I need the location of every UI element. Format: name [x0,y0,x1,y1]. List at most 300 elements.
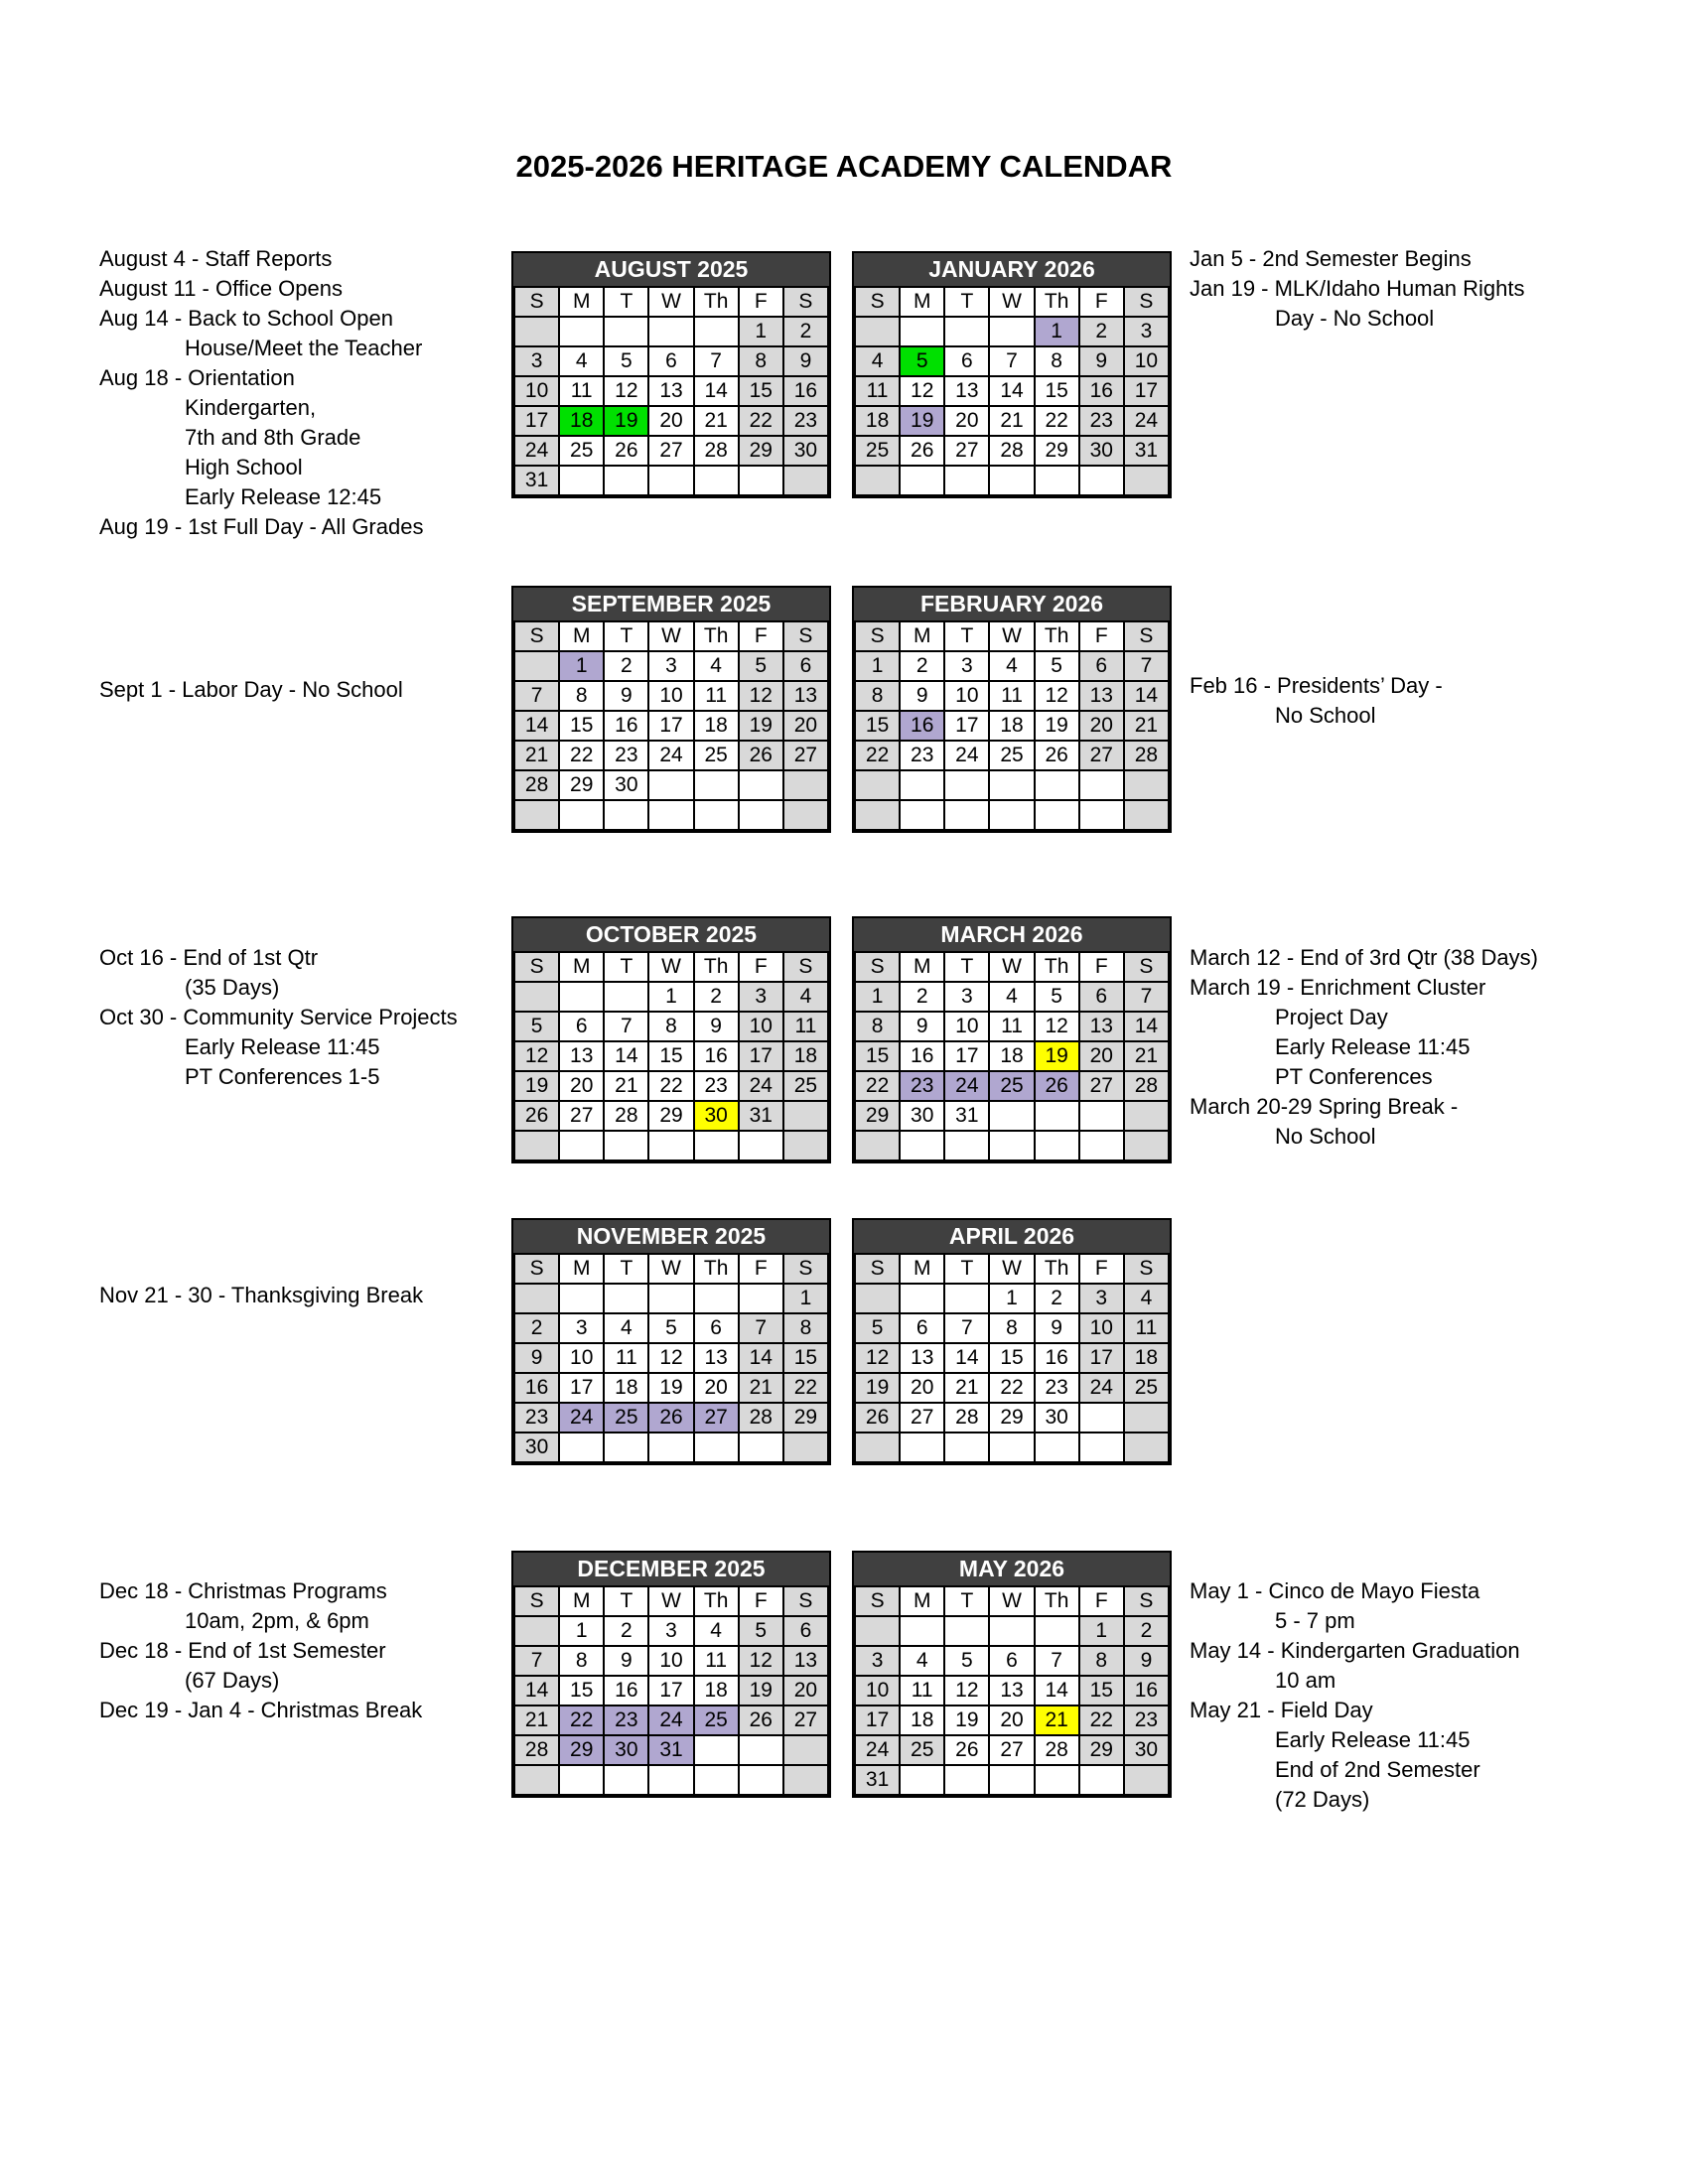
dow-header: S [1124,952,1169,982]
month-grid [513,1585,829,1796]
day-cell: 2 [900,651,944,681]
empty-cell [783,1101,828,1131]
day-cell: 10 [1079,1313,1124,1343]
dow-header: Th [1035,1254,1079,1284]
day-cell: 3 [559,1313,604,1343]
day-cell: 13 [944,376,989,406]
day-cell: 22 [559,1706,604,1735]
day-cell: 11 [989,1012,1034,1041]
month-grid [854,951,1170,1161]
day-cell: 5 [1035,982,1079,1012]
day-cell: 21 [694,406,739,436]
empty-cell [1124,1433,1169,1462]
note-line: 10 am [1275,1668,1336,1693]
dow-header: F [739,952,783,982]
day-cell: 17 [559,1373,604,1403]
day-cell: 25 [900,1735,944,1765]
day-cell: 26 [1035,741,1079,770]
dow-header: F [739,621,783,651]
day-cell: 28 [739,1403,783,1433]
empty-cell [559,800,604,830]
day-cell: 2 [694,982,739,1012]
day-cell: 23 [900,741,944,770]
day-cell: 1 [739,317,783,346]
day-cell: 20 [989,1706,1034,1735]
day-cell: 15 [648,1041,693,1071]
day-cell: 3 [944,982,989,1012]
dow-header: M [559,1586,604,1616]
note-line: May 1 - Cinco de Mayo Fiesta [1190,1578,1480,1603]
dow-header: T [944,952,989,982]
day-cell: 30 [783,436,828,466]
day-cell: 12 [900,376,944,406]
day-cell: 12 [739,1646,783,1676]
day-cell: 22 [739,406,783,436]
dow-header: T [604,621,648,651]
dow-header: S [1124,621,1169,651]
day-cell: 18 [604,1373,648,1403]
empty-cell [739,466,783,495]
day-cell: 21 [604,1071,648,1101]
day-cell: 30 [900,1101,944,1131]
dow-header: S [855,1254,900,1284]
dow-header: S [514,287,559,317]
day-cell: 28 [514,770,559,800]
day-cell: 9 [1124,1646,1169,1676]
empty-cell [944,466,989,495]
day-cell: 2 [604,651,648,681]
empty-cell [514,800,559,830]
empty-cell [989,1131,1034,1160]
day-cell: 16 [1035,1343,1079,1373]
day-cell: 29 [648,1101,693,1131]
calendar-november-2025 [511,1218,831,1465]
empty-cell [694,800,739,830]
day-cell: 6 [900,1313,944,1343]
day-cell: 20 [783,711,828,741]
month-grid [854,286,1170,496]
day-cell: 22 [989,1373,1034,1403]
empty-cell [559,982,604,1012]
empty-cell [604,1433,648,1462]
day-cell: 29 [989,1403,1034,1433]
day-cell: 25 [694,1706,739,1735]
empty-cell [514,1131,559,1160]
empty-cell [1124,1403,1169,1433]
day-cell: 28 [1035,1735,1079,1765]
month-title: APRIL 2026 [854,1220,1170,1253]
day-cell: 9 [783,346,828,376]
day-cell: 2 [514,1313,559,1343]
day-cell: 15 [855,1041,900,1071]
note-line: Aug 19 - 1st Full Day - All Grades [99,514,424,539]
day-cell: 27 [900,1403,944,1433]
day-cell: 10 [1124,346,1169,376]
day-cell: 11 [783,1012,828,1041]
day-cell: 3 [944,651,989,681]
day-cell: 14 [1035,1676,1079,1706]
day-cell: 10 [559,1343,604,1373]
empty-cell [604,1284,648,1313]
day-cell: 27 [783,741,828,770]
day-cell: 26 [1035,1071,1079,1101]
day-cell: 26 [944,1735,989,1765]
day-cell: 7 [944,1313,989,1343]
day-cell: 8 [1079,1646,1124,1676]
day-cell: 26 [739,741,783,770]
dow-header: F [1079,287,1124,317]
month-title: MARCH 2026 [854,918,1170,951]
day-cell: 9 [694,1012,739,1041]
day-cell: 17 [944,1041,989,1071]
day-cell: 25 [783,1071,828,1101]
dow-header: S [1124,287,1169,317]
day-cell: 26 [739,1706,783,1735]
day-cell: 9 [514,1343,559,1373]
day-cell: 22 [1035,406,1079,436]
empty-cell [694,1433,739,1462]
day-cell: 22 [855,1071,900,1101]
calendar-august-2025 [511,251,831,498]
empty-cell [1124,1101,1169,1131]
day-cell: 11 [855,376,900,406]
day-cell: 18 [559,406,604,436]
empty-cell [944,1765,989,1795]
dow-header: F [1079,952,1124,982]
day-cell: 25 [604,1403,648,1433]
day-cell: 17 [944,711,989,741]
notes-december [99,1576,422,1725]
day-cell: 22 [559,741,604,770]
empty-cell [855,800,900,830]
day-cell: 5 [514,1012,559,1041]
dow-header: M [900,952,944,982]
dow-header: W [989,621,1034,651]
day-cell: 11 [604,1343,648,1373]
day-cell: 31 [648,1735,693,1765]
empty-cell [694,1131,739,1160]
empty-cell [989,1101,1034,1131]
day-cell: 13 [783,681,828,711]
day-cell: 4 [1124,1284,1169,1313]
empty-cell [1079,1131,1124,1160]
empty-cell [514,1284,559,1313]
empty-cell [604,317,648,346]
dow-header: Th [1035,287,1079,317]
day-cell: 30 [1124,1735,1169,1765]
day-cell: 27 [1079,741,1124,770]
note-line: House/Meet the Teacher [185,336,423,360]
day-cell: 13 [989,1676,1034,1706]
month-title: OCTOBER 2025 [513,918,829,951]
note-line: March 19 - Enrichment Cluster [1190,975,1486,1000]
day-cell: 1 [855,651,900,681]
day-cell: 7 [989,346,1034,376]
day-cell: 7 [514,681,559,711]
note-line: Oct 30 - Community Service Projects [99,1005,458,1029]
month-grid [513,1253,829,1463]
day-cell: 9 [604,1646,648,1676]
day-cell: 3 [648,651,693,681]
day-cell: 5 [900,346,944,376]
note-line: Dec 19 - Jan 4 - Christmas Break [99,1698,423,1722]
day-cell: 5 [739,651,783,681]
empty-cell [783,466,828,495]
empty-cell [739,800,783,830]
dow-header: S [783,1254,828,1284]
empty-cell [739,1735,783,1765]
day-cell: 2 [1124,1616,1169,1646]
day-cell: 26 [648,1403,693,1433]
empty-cell [694,466,739,495]
empty-cell [694,1735,739,1765]
empty-cell [648,1284,693,1313]
empty-cell [944,1433,989,1462]
day-cell: 17 [1124,376,1169,406]
day-cell: 17 [648,1676,693,1706]
day-cell: 28 [944,1403,989,1433]
note-line: March 12 - End of 3rd Qtr (38 Days) [1190,945,1538,970]
empty-cell [989,466,1034,495]
day-cell: 14 [989,376,1034,406]
dow-header: M [559,287,604,317]
day-cell: 6 [783,651,828,681]
day-cell: 7 [604,1012,648,1041]
empty-cell [648,317,693,346]
empty-cell [1079,466,1124,495]
day-cell: 22 [783,1373,828,1403]
day-cell: 11 [694,1646,739,1676]
empty-cell [604,1131,648,1160]
day-cell: 6 [648,346,693,376]
dow-header: F [1079,621,1124,651]
day-cell: 13 [783,1646,828,1676]
dow-header: F [1079,1586,1124,1616]
day-cell: 4 [694,1616,739,1646]
empty-cell [1124,466,1169,495]
month-title: DECEMBER 2025 [513,1553,829,1585]
day-cell: 21 [944,1373,989,1403]
note-line: May 21 - Field Day [1190,1698,1373,1722]
empty-cell [1079,800,1124,830]
day-cell: 8 [559,681,604,711]
day-cell: 14 [514,711,559,741]
calendar-october-2025 [511,916,831,1163]
day-cell: 14 [739,1343,783,1373]
dow-header: Th [694,621,739,651]
day-cell: 27 [944,436,989,466]
notes-march [1190,943,1538,1152]
day-cell: 1 [989,1284,1034,1313]
dow-header: T [944,621,989,651]
day-cell: 20 [1079,711,1124,741]
day-cell: 2 [1079,317,1124,346]
dow-header: T [944,287,989,317]
dow-header: M [559,952,604,982]
dow-header: S [783,621,828,651]
dow-header: T [944,1254,989,1284]
empty-cell [900,1765,944,1795]
day-cell: 17 [855,1706,900,1735]
day-cell: 30 [604,770,648,800]
day-cell: 31 [739,1101,783,1131]
calendar-march-2026 [852,916,1172,1163]
empty-cell [1079,1433,1124,1462]
empty-cell [648,466,693,495]
empty-cell [900,1433,944,1462]
empty-cell [604,466,648,495]
empty-cell [559,317,604,346]
day-cell: 19 [739,711,783,741]
day-cell: 19 [648,1373,693,1403]
empty-cell [783,1735,828,1765]
dow-header: Th [694,1254,739,1284]
day-cell: 12 [1035,681,1079,711]
day-cell: 31 [514,466,559,495]
calendar-december-2025 [511,1551,831,1798]
note-line: Dec 18 - End of 1st Semester [99,1638,386,1663]
empty-cell [783,1131,828,1160]
empty-cell [1079,770,1124,800]
day-cell: 24 [648,741,693,770]
empty-cell [1035,1433,1079,1462]
day-cell: 21 [739,1373,783,1403]
dow-header: T [944,1586,989,1616]
empty-cell [604,800,648,830]
calendar-september-2025 [511,586,831,833]
month-grid [513,951,829,1161]
empty-cell [900,466,944,495]
day-cell: 18 [1124,1343,1169,1373]
day-cell: 11 [559,376,604,406]
dow-header: F [739,1254,783,1284]
empty-cell [604,1765,648,1795]
day-cell: 13 [648,376,693,406]
dow-header: W [648,1586,693,1616]
day-cell: 18 [855,406,900,436]
dow-header: W [989,287,1034,317]
empty-cell [989,1433,1034,1462]
day-cell: 27 [1079,1071,1124,1101]
day-cell: 13 [900,1343,944,1373]
day-cell: 3 [1124,317,1169,346]
dow-header: W [648,287,693,317]
empty-cell [944,1616,989,1646]
empty-cell [855,770,900,800]
day-cell: 5 [739,1616,783,1646]
day-cell: 20 [559,1071,604,1101]
dow-header: S [1124,1254,1169,1284]
day-cell: 16 [604,711,648,741]
day-cell: 22 [855,741,900,770]
day-cell: 12 [604,376,648,406]
empty-cell [694,770,739,800]
empty-cell [559,1433,604,1462]
note-line: August 11 - Office Opens [99,276,343,301]
dow-header: Th [694,287,739,317]
empty-cell [739,1765,783,1795]
dow-header: S [514,1254,559,1284]
day-cell: 4 [783,982,828,1012]
note-line: (67 Days) [185,1668,280,1693]
day-cell: 7 [514,1646,559,1676]
empty-cell [989,770,1034,800]
empty-cell [559,1765,604,1795]
day-cell: 6 [1079,982,1124,1012]
day-cell: 4 [900,1646,944,1676]
day-cell: 18 [900,1706,944,1735]
empty-cell [855,1284,900,1313]
day-cell: 21 [989,406,1034,436]
day-cell: 10 [648,1646,693,1676]
day-cell: 16 [900,711,944,741]
day-cell: 20 [694,1373,739,1403]
dow-header: F [1079,1254,1124,1284]
day-cell: 22 [1079,1706,1124,1735]
empty-cell [1079,1765,1124,1795]
note-line: 10am, 2pm, & 6pm [185,1608,369,1633]
dow-header: W [648,952,693,982]
empty-cell [648,770,693,800]
empty-cell [694,317,739,346]
day-cell: 9 [900,681,944,711]
day-cell: 2 [783,317,828,346]
day-cell: 17 [1079,1343,1124,1373]
day-cell: 25 [559,436,604,466]
day-cell: 5 [604,346,648,376]
day-cell: 20 [900,1373,944,1403]
dow-header: F [739,287,783,317]
day-cell: 4 [989,651,1034,681]
day-cell: 4 [559,346,604,376]
empty-cell [989,317,1034,346]
empty-cell [1079,1101,1124,1131]
day-cell: 6 [559,1012,604,1041]
month-title: AUGUST 2025 [513,253,829,286]
day-cell: 20 [1079,1041,1124,1071]
day-cell: 19 [604,406,648,436]
day-cell: 13 [1079,1012,1124,1041]
empty-cell [855,466,900,495]
empty-cell [604,982,648,1012]
day-cell: 7 [739,1313,783,1343]
note-line: Early Release 11:45 [185,1034,380,1059]
note-line: Project Day [1275,1005,1388,1029]
dow-header: W [989,1586,1034,1616]
day-cell: 19 [900,406,944,436]
day-cell: 6 [694,1313,739,1343]
calendar-april-2026 [852,1218,1172,1465]
day-cell: 25 [989,741,1034,770]
empty-cell [1124,800,1169,830]
month-title: NOVEMBER 2025 [513,1220,829,1253]
day-cell: 19 [1035,1041,1079,1071]
empty-cell [648,800,693,830]
day-cell: 18 [694,711,739,741]
empty-cell [1035,466,1079,495]
day-cell: 1 [783,1284,828,1313]
empty-cell [739,1284,783,1313]
dow-header: T [604,1254,648,1284]
day-cell: 4 [694,651,739,681]
empty-cell [739,770,783,800]
day-cell: 1 [648,982,693,1012]
note-line: High School [185,455,303,479]
empty-cell [648,1765,693,1795]
day-cell: 25 [855,436,900,466]
day-cell: 17 [514,406,559,436]
day-cell: 18 [989,711,1034,741]
